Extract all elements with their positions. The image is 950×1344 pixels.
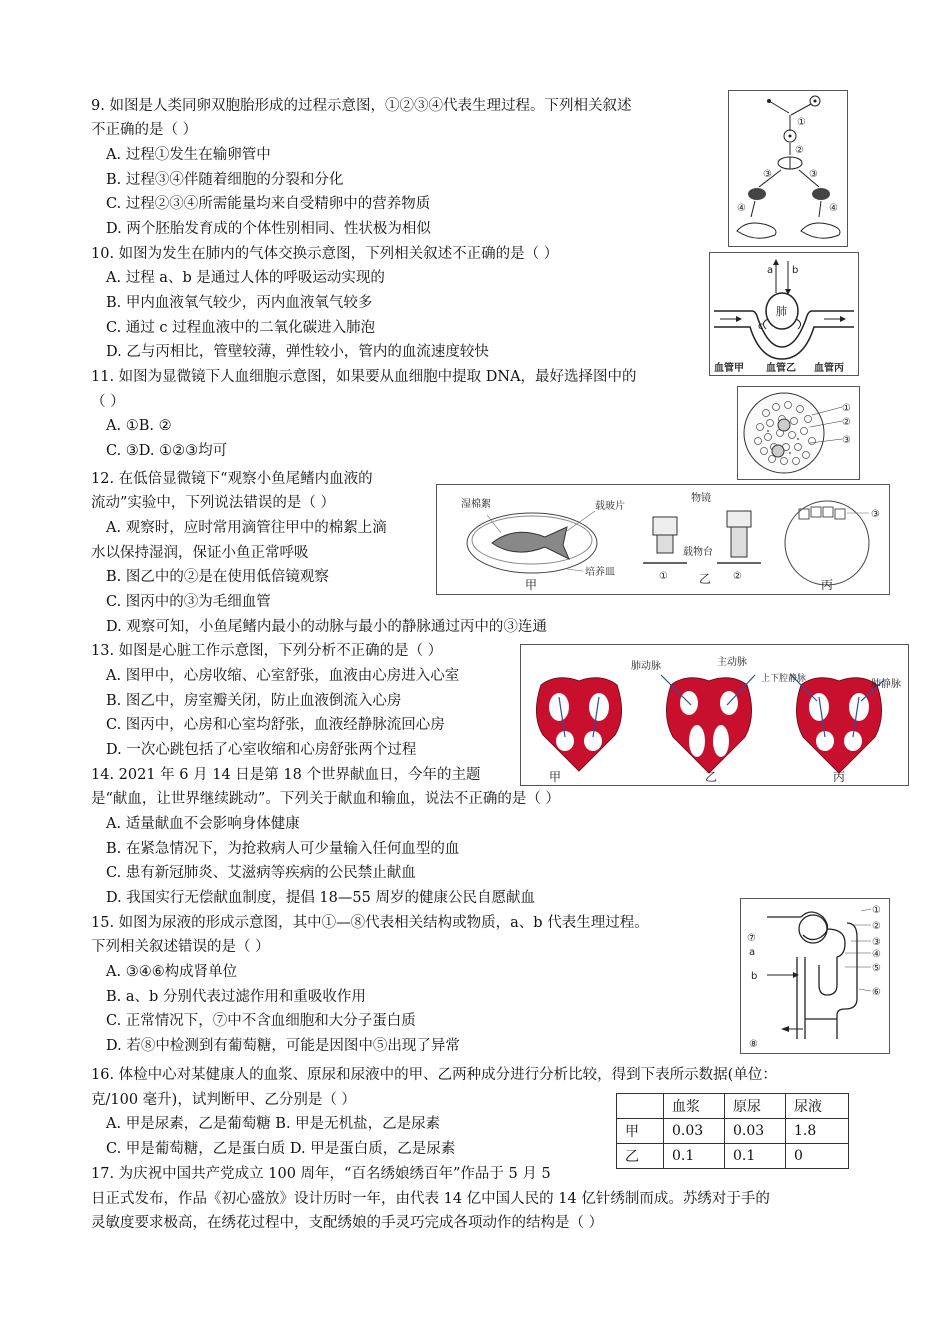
q9-fig-label-1: ① xyxy=(797,117,806,128)
q9-fig-label-4a: ④ xyxy=(737,203,746,214)
q15-fig-label-1: ① xyxy=(872,905,881,916)
q14-stem-line2: 是“献血，让世界继续跳动”。下列关于献血和输血，说法不正确的是（ ） xyxy=(91,791,560,807)
q10-fig-label-lung: 肺 xyxy=(776,305,787,318)
q15-fig-label-4: ④ xyxy=(872,949,881,960)
q11-fig-label-2: ② xyxy=(842,417,851,428)
table-header-cell: 原尿 xyxy=(725,1094,786,1119)
q9-stem-line2: 不正确的是（ ） xyxy=(91,122,198,138)
q16-options-cd: C. 甲是葡萄糖，乙是蛋白质 D. 甲是蛋白质，乙是尿素 xyxy=(106,1141,456,1157)
table-cell: 乙 xyxy=(617,1144,664,1169)
q12-stem-line2: 流动”实验中，下列说法错误的是（ ） xyxy=(91,495,336,511)
heart-cycle-diagram xyxy=(521,645,908,785)
q16-options-ab: A. 甲是尿素，乙是葡萄糖 B. 甲是无机盐，乙是尿素 xyxy=(106,1116,441,1132)
q17-stem-line1: 17. 为庆祝中国共产党成立 100 周年，“百名绣娘绣百年”作品于 5 月 5 xyxy=(91,1166,551,1182)
nephron-diagram xyxy=(741,899,889,1053)
table-header-cell: 血浆 xyxy=(664,1094,725,1119)
q12-fig-label-stage: 载物台 xyxy=(683,547,713,558)
q15-option-c: C. 正常情况下，⑦中不含血细胞和大分子蛋白质 xyxy=(106,1013,416,1029)
q12-stem-line1: 12. 在低倍显微镜下“观察小鱼尾鳍内血液的 xyxy=(91,471,373,487)
q12-option-b: B. 图乙中的②是在使用低倍镜观察 xyxy=(106,569,329,585)
q15-fig-label-2: ② xyxy=(872,921,881,932)
q15-option-d: D. 若⑧中检测到有葡萄糖，可能是因图中⑤出现了异常 xyxy=(106,1038,460,1054)
q10-fig-label-c: c xyxy=(758,321,764,332)
q14-option-c: C. 患有新冠肺炎、艾滋病等疾病的公民禁止献血 xyxy=(106,865,416,881)
q16-stem-line1: 16. 体检中心对某健康人的血浆、原尿和尿液中的甲、乙两种成分进行分析比较，得到下表所示数据(单位： xyxy=(91,1067,777,1083)
q15-fig-label-a: a xyxy=(749,947,756,958)
table-cell: 0 xyxy=(786,1144,849,1169)
q10-fig-label-vessel-bing: 血管丙 xyxy=(814,363,844,374)
q13-fig-label-vena-cava: 上下腔静脉 xyxy=(761,674,807,684)
q15-option-b: B. a、b 分别代表过滤作用和重吸收作用 xyxy=(106,989,366,1005)
q13-option-c: C. 图丙中，心房和心室均舒张，血液经静脉流回心房 xyxy=(106,717,445,733)
q15-fig-label-6: ⑥ xyxy=(872,987,881,998)
q14-stem-line1: 14. 2021 年 6 月 14 日是第 18 个世界献血日，今年的主题 xyxy=(91,767,481,783)
q11-stem-line1: 11. 如图为显微镜下人血细胞示意图，如果要从血细胞中提取 DNA，最好选择图中的 xyxy=(91,369,637,385)
q10-stem: 10. 如图为发生在肺内的气体交换示意图，下列相关叙述不正确的是（ ） xyxy=(91,246,559,262)
q12-option-d: D. 观察可知，小鱼尾鳍内最小的动脉与最小的静脉通过丙中的③连通 xyxy=(106,619,547,635)
q12-fig-label-dish: 培养皿 xyxy=(585,567,615,578)
q14-option-b: B. 在紧急情况下，为抢救病人可少量输入任何血型的血 xyxy=(106,841,460,857)
q17-stem-line2: 日正式发布，作品《初心盛放》设计历时一年，由代表 14 亿中国人民的 14 亿针绣制而成。苏绣对于手的 xyxy=(91,1191,770,1207)
twin-formation-diagram xyxy=(729,91,847,246)
q10-fig-label-b: b xyxy=(792,265,799,276)
q12-option-a-line1: A. 观察时，应时常用滴管往甲中的棉絮上滴 xyxy=(106,520,387,536)
q15-option-a: A. ③④⑥构成肾单位 xyxy=(106,964,238,980)
q9-fig-label-3b: ③ xyxy=(809,169,818,180)
q9-stem-line1: 9. 如图是人类同卵双胞胎形成的过程示意图，①②③④代表生理过程。下列相关叙述 xyxy=(91,98,632,114)
q9-option-b: B. 过程③④伴随着细胞的分裂和分化 xyxy=(106,172,344,188)
heart-cycle-figure xyxy=(520,644,909,786)
lung-gas-exchange-figure xyxy=(709,252,859,376)
q10-option-d: D. 乙与丙相比，管壁较薄，弹性较小，管内的血流速度较快 xyxy=(106,344,489,360)
q15-fig-label-8: ⑧ xyxy=(749,1039,758,1050)
q9-option-d: D. 两个胚胎发育成的个体性别相同、性状极为相似 xyxy=(106,221,431,237)
q9-fig-label-3a: ③ xyxy=(763,169,772,180)
q11-options-ab: A. ①B. ② xyxy=(106,418,172,434)
q10-option-b: B. 甲内血液氧气较少，丙内血液氧气较多 xyxy=(106,295,373,311)
q14-option-d: D. 我国实行无偿献血制度，提倡 18—55 周岁的健康公民自愿献血 xyxy=(106,890,535,906)
q13-stem: 13. 如图是心脏工作示意图，下列分析不正确的是（ ） xyxy=(91,643,443,659)
q15-stem-line2: 下列相关叙述错误的是（ ） xyxy=(91,939,270,955)
table-cell: 0.1 xyxy=(664,1144,725,1169)
q11-stem-line2: （ ） xyxy=(91,394,125,410)
fish-tail-observation-figure xyxy=(436,484,890,595)
table-row xyxy=(617,1144,849,1169)
q11-fig-label-1: ① xyxy=(842,403,851,414)
q12-fig-label-n3: ③ xyxy=(871,509,880,520)
q12-fig-label-n2: ② xyxy=(733,571,742,582)
q12-fig-label-yi: 乙 xyxy=(699,572,712,586)
q13-fig-label-pulmonary-artery: 肺动脉 xyxy=(631,661,661,672)
q9-fig-label-2: ② xyxy=(795,145,804,156)
table-cell: 1.8 xyxy=(786,1119,849,1144)
q12-option-c: C. 图丙中的③为毛细血管 xyxy=(106,594,271,610)
q12-fig-label-jia: 甲 xyxy=(525,578,538,592)
table-cell: 甲 xyxy=(617,1119,664,1144)
table-cell: 0.1 xyxy=(725,1144,786,1169)
table-header-cell xyxy=(617,1094,664,1119)
table-cell: 0.03 xyxy=(725,1119,786,1144)
q13-option-a: A. 图甲中，心房收缩、心室舒张，血液由心房进入心室 xyxy=(106,668,460,684)
q10-fig-label-vessel-jia: 血管甲 xyxy=(714,363,744,374)
table-cell: 0.03 xyxy=(664,1119,725,1144)
q10-option-a: A. 过程 a、b 是通过人体的呼吸运动实现的 xyxy=(106,270,385,286)
blood-cells-figure xyxy=(737,386,860,480)
fish-tail-observation-diagram xyxy=(437,485,889,594)
blood-cells-diagram xyxy=(738,387,859,479)
q13-fig-label-yi: 乙 xyxy=(705,770,718,784)
lung-gas-exchange-diagram xyxy=(710,253,858,375)
table-header-cell: 尿液 xyxy=(786,1094,849,1119)
q12-fig-label-n1: ① xyxy=(659,571,668,582)
q12-fig-label-cotton: 湿棉絮 xyxy=(461,499,491,510)
q12-fig-label-slide: 载玻片 xyxy=(595,501,625,512)
q16-stem-line2: 克/100 毫升)，试判断甲、乙分别是（ ） xyxy=(91,1092,356,1108)
q9-option-c: C. 过程②③④所需能量均来自受精卵中的营养物质 xyxy=(106,196,431,212)
q12-fig-label-bing: 丙 xyxy=(821,578,834,592)
q9-fig-label-4b: ④ xyxy=(829,203,838,214)
q13-option-d: D. 一次心跳包括了心室收缩和心房舒张两个过程 xyxy=(106,742,417,758)
q13-fig-label-aorta: 主动脉 xyxy=(717,657,747,668)
q12-fig-label-objective: 物镜 xyxy=(691,493,711,504)
q13-fig-label-jia: 甲 xyxy=(549,770,562,784)
q15-fig-label-b: b xyxy=(751,971,758,982)
q10-fig-label-a: a xyxy=(767,265,774,276)
q10-option-c: C. 通过 c 过程血液中的二氧化碳进入肺泡 xyxy=(106,320,376,336)
q12-option-a-line2: 水以保持湿润，保证小鱼正常呼吸 xyxy=(91,545,309,561)
q17-stem-line3: 灵敏度要求极高，在绣花过程中，支配绣娘的手灵巧完成各项动作的结构是（ ） xyxy=(91,1215,604,1231)
table-header-row xyxy=(617,1094,849,1119)
q9-option-a: A. 过程①发生在输卵管中 xyxy=(106,147,271,163)
q15-fig-label-5: ⑤ xyxy=(872,963,881,974)
q15-fig-label-7: ⑦ xyxy=(747,933,756,944)
twin-formation-figure xyxy=(728,90,848,247)
q14-option-a: A. 适量献血不会影响身体健康 xyxy=(106,816,300,832)
q10-fig-label-vessel-yi: 血管乙 xyxy=(766,363,796,374)
table-row xyxy=(617,1119,849,1144)
q11-options-cd: C. ③D. ①②③均可 xyxy=(106,443,228,459)
q15-stem-line1: 15. 如图为尿液的形成示意图，其中①—⑧代表相关结构或物质，a、b 代表生理过程。 xyxy=(91,915,649,931)
q16-data-table xyxy=(616,1093,849,1169)
q11-fig-label-3: ③ xyxy=(842,435,851,446)
q13-fig-label-bing: 丙 xyxy=(833,770,846,784)
nephron-figure xyxy=(740,898,890,1054)
q13-fig-label-pulmonary-vein: 肺静脉 xyxy=(871,679,901,690)
q13-option-b: B. 图乙中，房室瓣关闭，防止血液倒流入心房 xyxy=(106,693,402,709)
q15-fig-label-3: ③ xyxy=(872,937,881,948)
